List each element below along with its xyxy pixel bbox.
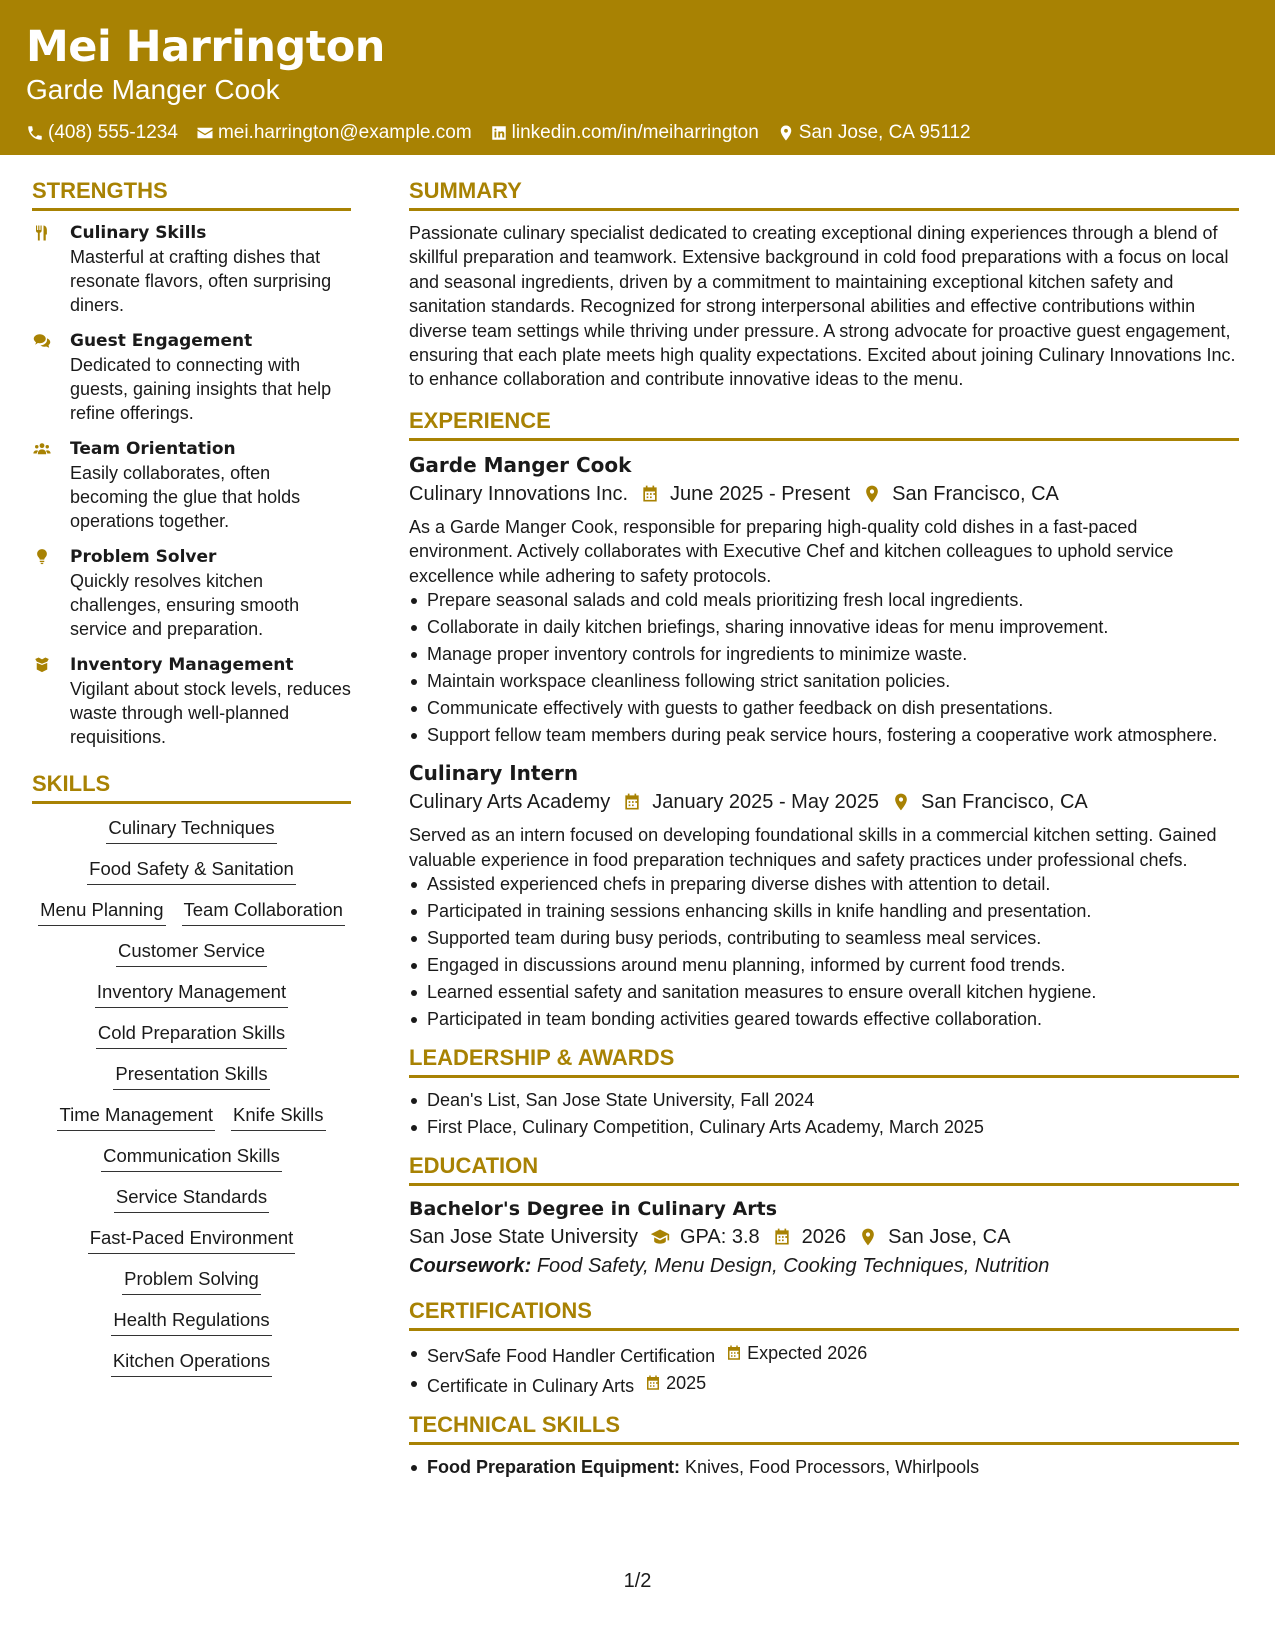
calendar-icon	[622, 792, 642, 812]
certifications-list	[409, 1341, 1239, 1398]
skill-tag: Team Collaboration	[182, 898, 345, 926]
certification-date: 2025	[666, 1373, 707, 1394]
strength-desc: Dedicated to connecting with guests, gaining insights that help refine offerings.	[70, 355, 332, 423]
job-entry	[409, 451, 1239, 748]
strength-item	[32, 221, 351, 317]
calendar-icon	[725, 1344, 743, 1362]
strength-title: Problem Solver	[70, 547, 217, 567]
map-marker-icon	[858, 1227, 878, 1247]
degree-title: Bachelor's Degree in Culinary Arts	[409, 1198, 778, 1221]
map-marker-icon	[777, 124, 795, 142]
school-location: San Jose, CA	[888, 1226, 1011, 1249]
job-company: Culinary Innovations Inc.	[409, 482, 629, 505]
resume-header	[0, 0, 1275, 155]
job-bullet: Collaborate in daily kitchen briefings, sharing innovative ideas for menu improvement.	[409, 615, 1239, 639]
location-text: San Jose, CA 95112	[798, 122, 971, 143]
skill-tag: Problem Solving	[122, 1267, 261, 1295]
job-location: San Francisco, CA	[892, 482, 1059, 505]
job-bullets	[409, 872, 1239, 1031]
job-title: Garde Manger Cook	[409, 452, 632, 477]
summary-text: Passionate culinary specialist dedicated to creating exceptional dining experiences through a blend of skillful preparation and teamwork. Extensive background in cold food preparations with a focus on local and seasonal ingredients, driven by a commitment to maintaining exceptional kitchen safety and sanitation standards. Recognized for strong interpersonal abilities and effective contributions within diverse team settings while thriving under pressure. A strong advocate for proactive guest engagement, ensuring that each plate meets high quality expectations. Excited about joining Culinary Innovations Inc. to enhance collaboration and contribute innovative ideas to the menu.	[409, 223, 1236, 390]
school-name: San Jose State University	[409, 1226, 638, 1249]
skill-tag: Menu Planning	[38, 898, 165, 926]
job-bullet: Learned essential safety and sanitation measures to ensure overall kitchen hygiene.	[409, 980, 1239, 1004]
job-company: Culinary Arts Academy	[409, 791, 611, 814]
map-marker-icon	[862, 484, 882, 504]
coursework	[409, 1252, 1239, 1280]
strength-item	[32, 545, 351, 641]
technical-skills-list	[409, 1455, 1239, 1479]
strength-item	[32, 437, 351, 533]
job-bullet: Participated in team bonding activities geared towards effective collaboration.	[409, 1007, 1239, 1031]
job-bullet: Manage proper inventory controls for ingredients to minimize waste.	[409, 642, 1239, 666]
job-bullet: Support fellow team members during peak service hours, fostering a cooperative work atmosphere.	[409, 723, 1239, 747]
strength-title: Culinary Skills	[70, 223, 207, 243]
strength-item	[32, 653, 351, 749]
certification-item	[409, 1371, 1239, 1398]
contact-phone	[26, 122, 178, 144]
job-meta	[409, 479, 1239, 509]
job-dates: January 2025 - May 2025	[652, 791, 880, 814]
grad-year: 2026	[801, 1226, 847, 1249]
graduation-cap-icon	[650, 1227, 670, 1247]
skill-tag: Culinary Techniques	[106, 816, 276, 844]
lightbulb-icon	[32, 548, 52, 566]
contact-linkedin[interactable]	[490, 122, 759, 144]
strengths-heading: STRENGTHS	[32, 178, 351, 211]
certification-name: Certificate in Culinary Arts	[427, 1376, 635, 1397]
job-bullet: Participated in training sessions enhancing skills in knife handling and presentation.	[409, 899, 1239, 923]
contact-email[interactable]	[196, 122, 472, 144]
job-bullet: Supported team during busy periods, contributing to seamless meal services.	[409, 926, 1239, 950]
skill-tag: Kitchen Operations	[111, 1349, 272, 1377]
coursework-list: Food Safety, Menu Design, Cooking Techniques, Nutrition	[536, 1255, 1050, 1278]
skill-tag: Inventory Management	[95, 980, 288, 1008]
strength-desc: Vigilant about stock levels, reduces waste through well-planned requisitions.	[70, 679, 351, 747]
job-bullets	[409, 588, 1239, 747]
linkedin-icon	[490, 124, 508, 142]
calendar-icon	[644, 1374, 662, 1392]
left-column	[32, 178, 351, 1377]
candidate-title: Garde Manger Cook	[26, 74, 280, 105]
phone-text: (408) 555-1234	[48, 122, 178, 143]
skill-tag: Knife Skills	[231, 1103, 325, 1131]
calendar-icon	[640, 484, 660, 504]
skill-tag: Cold Preparation Skills	[96, 1021, 287, 1049]
strength-desc: Masterful at crafting dishes that resonate flavors, often surprising diners.	[70, 247, 332, 315]
coursework-label: Coursework:	[409, 1255, 532, 1278]
strength-desc: Quickly resolves kitchen challenges, ensuring smooth service and preparation.	[70, 571, 300, 639]
envelope-icon	[196, 124, 214, 142]
skill-tag: Food Safety & Sanitation	[87, 857, 296, 885]
skills-heading: SKILLS	[32, 771, 351, 804]
strength-desc: Easily collaborates, often becoming the glue that holds operations together.	[70, 463, 301, 531]
skill-tag: Time Management	[57, 1103, 215, 1131]
contact-bar	[26, 122, 1249, 144]
technical-skills-heading: TECHNICAL SKILLS	[409, 1412, 1239, 1445]
calendar-icon	[772, 1227, 792, 1247]
technical-skill-item	[409, 1455, 1239, 1479]
job-bullet: Engaged in discussions around menu planning, informed by current food trends.	[409, 953, 1239, 977]
candidate-name: Mei Harrington	[26, 22, 385, 72]
award-item: Dean's List, San Jose State University, Fall 2024	[409, 1088, 1239, 1112]
certification-item	[409, 1341, 1239, 1368]
certification-date: Expected 2026	[747, 1343, 868, 1364]
contact-location	[777, 122, 971, 144]
email-link[interactable]: mei.harrington@example.com	[217, 122, 472, 143]
skill-tag: Health Regulations	[111, 1308, 271, 1336]
job-title: Culinary Intern	[409, 761, 579, 786]
leadership-list	[409, 1088, 1239, 1139]
certification-name: ServSafe Food Handler Certification	[427, 1346, 716, 1367]
job-dates: June 2025 - Present	[670, 482, 851, 505]
strength-title: Inventory Management	[70, 655, 294, 675]
job-bullet: Prepare seasonal salads and cold meals prioritizing fresh local ingredients.	[409, 588, 1239, 612]
skill-tag: Service Standards	[114, 1185, 269, 1213]
phone-icon	[26, 124, 44, 142]
skill-tag: Fast-Paced Environment	[88, 1226, 296, 1254]
technical-skill-value: Knives, Food Processors, Whirlpools	[685, 1457, 980, 1478]
job-bullet: Assisted experienced chefs in preparing diverse dishes with attention to detail.	[409, 872, 1239, 896]
map-marker-icon	[891, 792, 911, 812]
technical-skill-label: Food Preparation Equipment:	[427, 1457, 681, 1478]
leadership-heading: LEADERSHIP & AWARDS	[409, 1045, 1239, 1078]
skill-tag: Communication Skills	[101, 1144, 282, 1172]
award-item: First Place, Culinary Competition, Culinary Arts Academy, March 2025	[409, 1115, 1239, 1139]
skill-tag: Customer Service	[116, 939, 267, 967]
skill-tag: Presentation Skills	[113, 1062, 269, 1090]
comments-icon	[32, 332, 52, 350]
job-bullet: Communicate effectively with guests to gather feedback on dish presentations.	[409, 696, 1239, 720]
job-entry	[409, 759, 1239, 1031]
summary-heading: SUMMARY	[409, 178, 1239, 211]
strength-title: Team Orientation	[70, 439, 236, 459]
users-icon	[32, 440, 52, 458]
strength-item	[32, 329, 351, 425]
education-meta	[409, 1222, 1239, 1252]
page-number: 1/2	[623, 1570, 652, 1592]
gpa: GPA: 3.8	[680, 1226, 760, 1249]
job-description: Served as an intern focused on developing foundational skills in a commercial kitchen setting. Gained valuable experience in food preparation techniques and safety practices under professional chefs.	[409, 825, 1217, 870]
right-column	[409, 178, 1239, 1482]
linkedin-link[interactable]: linkedin.com/in/meiharrington	[511, 122, 759, 143]
skills-list	[32, 814, 351, 1377]
certifications-heading: CERTIFICATIONS	[409, 1298, 1239, 1331]
education-heading: EDUCATION	[409, 1153, 1239, 1186]
experience-heading: EXPERIENCE	[409, 408, 1239, 441]
utensils-icon	[32, 224, 52, 242]
job-bullet: Maintain workspace cleanliness following strict sanitation policies.	[409, 669, 1239, 693]
job-meta	[409, 787, 1239, 817]
strength-title: Guest Engagement	[70, 331, 253, 351]
job-description: As a Garde Manger Cook, responsible for preparing high-quality cold dishes in a fast-paced environment. Actively collaborates with Executive Chef and kitchen colleagues to uphold service excellence while adhering to safety protocols.	[409, 516, 1174, 586]
job-location: San Francisco, CA	[921, 791, 1088, 814]
box-icon	[32, 656, 52, 674]
